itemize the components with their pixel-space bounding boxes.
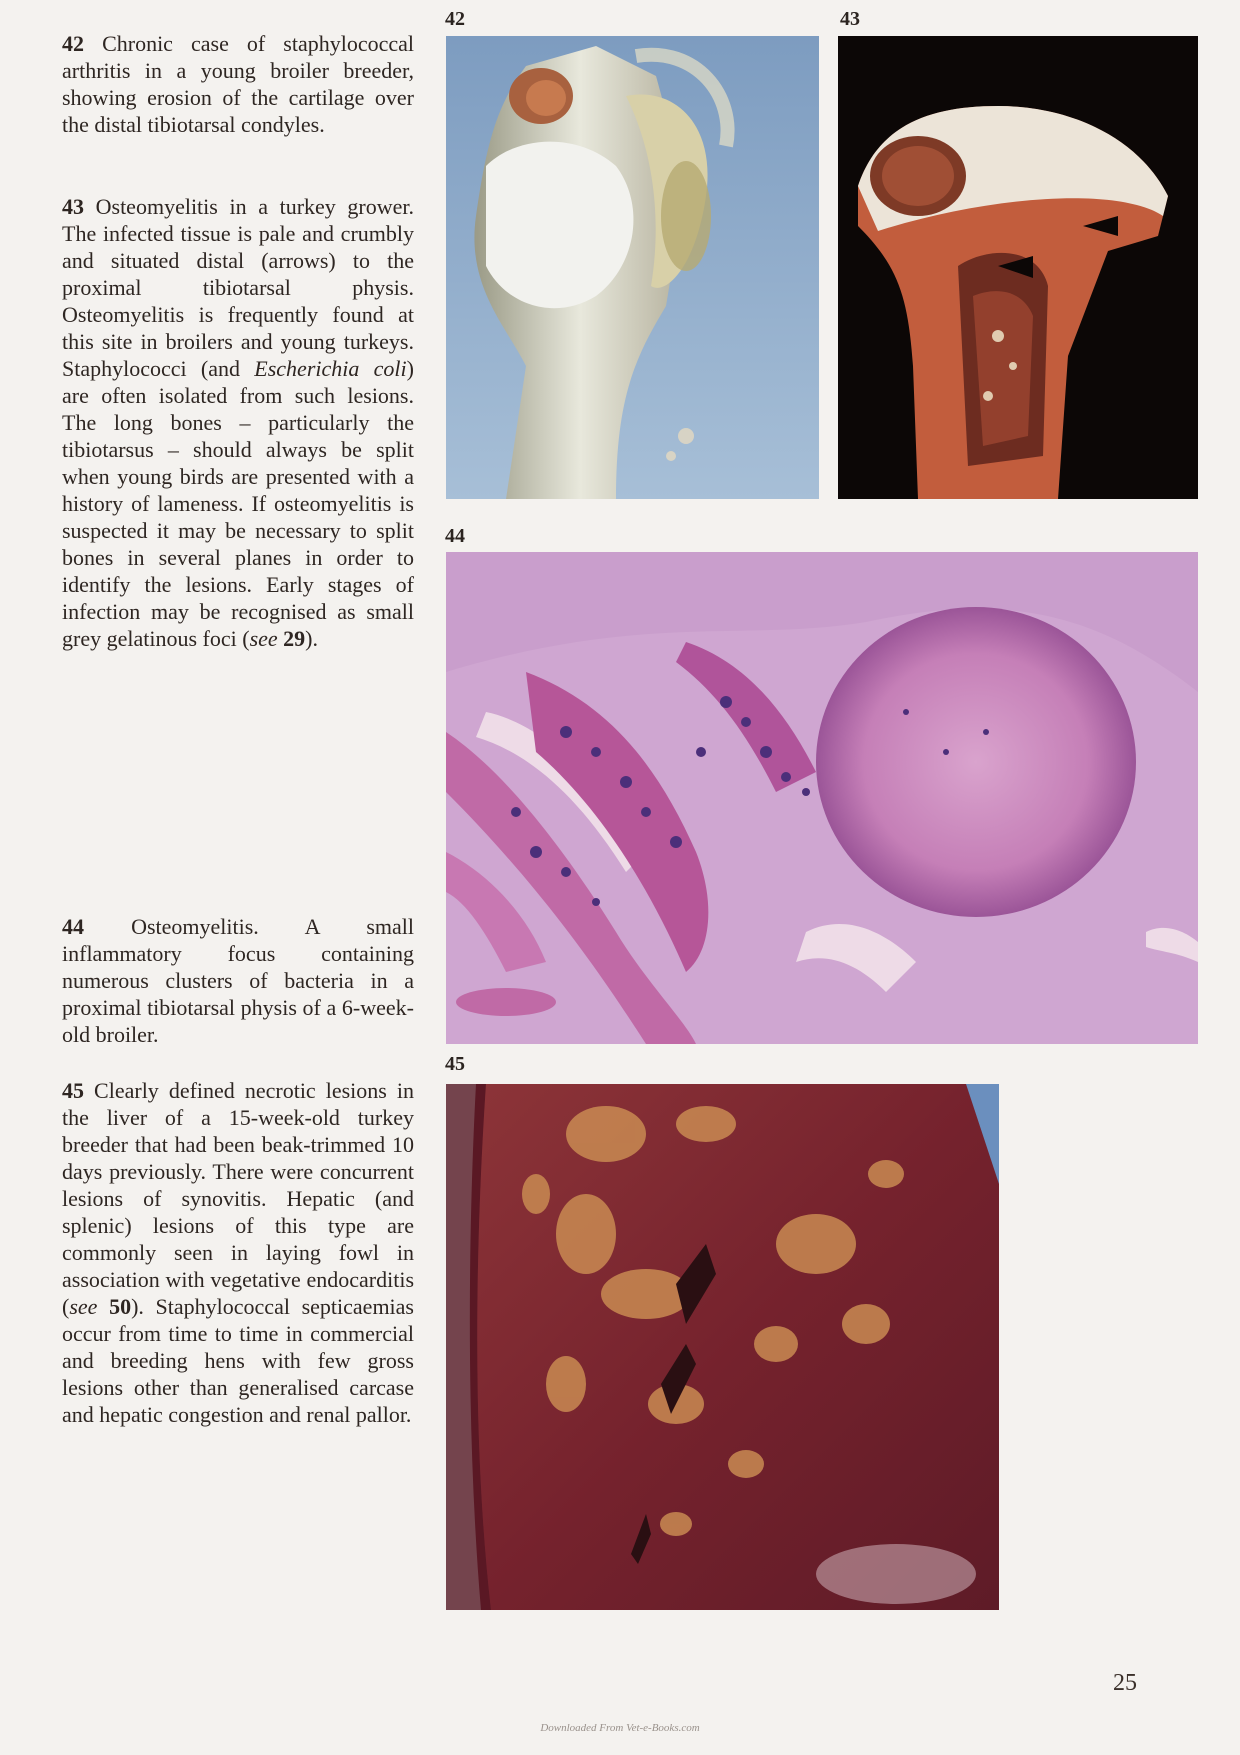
caption-45-see: see <box>69 1294 98 1319</box>
caption-45-text-a: Clearly defined necrotic lesions in the liver of a 15-week-old turkey breeder that had been beak-trimmed 10 days previously. There were concurrent lesions of synovitis. Hepatic (and splenic) lesions of this type are commonly seen in laying fowl in association with vegetative endocarditis ( <box>62 1078 415 1319</box>
caption-44 <box>62 913 414 1048</box>
photo-44-image <box>446 552 1198 1044</box>
photo-42-image <box>446 36 819 499</box>
caption-42 <box>62 30 414 138</box>
caption-45-ref: 50 <box>109 1294 132 1319</box>
figure-44-number: 44 <box>445 525 465 547</box>
caption-45-text-b: ). Staphylococcal septicaemias occur from time to time in commercial and breeding hens with few gross lesions other than generalised carcase and hepatic congestion and renal pallor. <box>62 1294 414 1427</box>
caption-44-text: Osteomyelitis. A small inflammatory focus containing numerous clusters of bacteria in a proximal tibiotarsal physis of a 6-week-old broiler. <box>62 914 415 1047</box>
caption-43 <box>62 193 414 652</box>
page-number: 25 <box>1113 1670 1137 1696</box>
photo-45-image <box>446 1084 999 1610</box>
photo-42-joint <box>446 36 819 499</box>
photo-43-split-bone <box>838 36 1198 499</box>
caption-45 <box>62 1077 414 1428</box>
caption-45-number: 45 <box>62 1078 84 1103</box>
figure-43-number: 43 <box>840 8 860 30</box>
caption-43-ref: 29 <box>283 626 306 651</box>
caption-43-text-a: Osteomyelitis in a turkey grower. The infected tissue is pale and crumbly and situated distal (arrows) to the proximal tibiotarsal physis. Osteomyelitis is frequently found at this site in broilers and young turkeys. Staphylococci (and <box>62 194 414 381</box>
figure-42-number: 42 <box>445 8 465 30</box>
photo-43-image <box>838 36 1198 499</box>
download-footer: Downloaded From Vet-e-Books.com <box>540 1722 700 1734</box>
photo-44-histology <box>446 552 1198 1044</box>
caption-43-see: see <box>249 626 278 651</box>
caption-43-text-c: ). <box>305 626 318 651</box>
caption-43-number: 43 <box>62 194 84 219</box>
figure-45-number: 45 <box>445 1053 465 1075</box>
photo-45-liver <box>446 1084 999 1610</box>
caption-42-number: 42 <box>62 31 84 56</box>
caption-43-italic: Escherichia coli <box>254 356 407 381</box>
caption-43-text-b: ) are often isolated from such lesions. The long bones – particularly the tibiotarsus – should always be split when young birds are presented with a history of lameness. If osteomyelitis is suspected it may be necessary to split bones in several planes in order to identify the lesions. Early stages of infection may be recognised as small grey gelatinous foci ( <box>62 356 414 651</box>
caption-44-number: 44 <box>62 914 84 939</box>
caption-42-text: Chronic case of staphylococcal arthritis in a young broiler breeder, showing erosion of the cartilage over the distal tibiotarsal condyles. <box>62 31 415 137</box>
